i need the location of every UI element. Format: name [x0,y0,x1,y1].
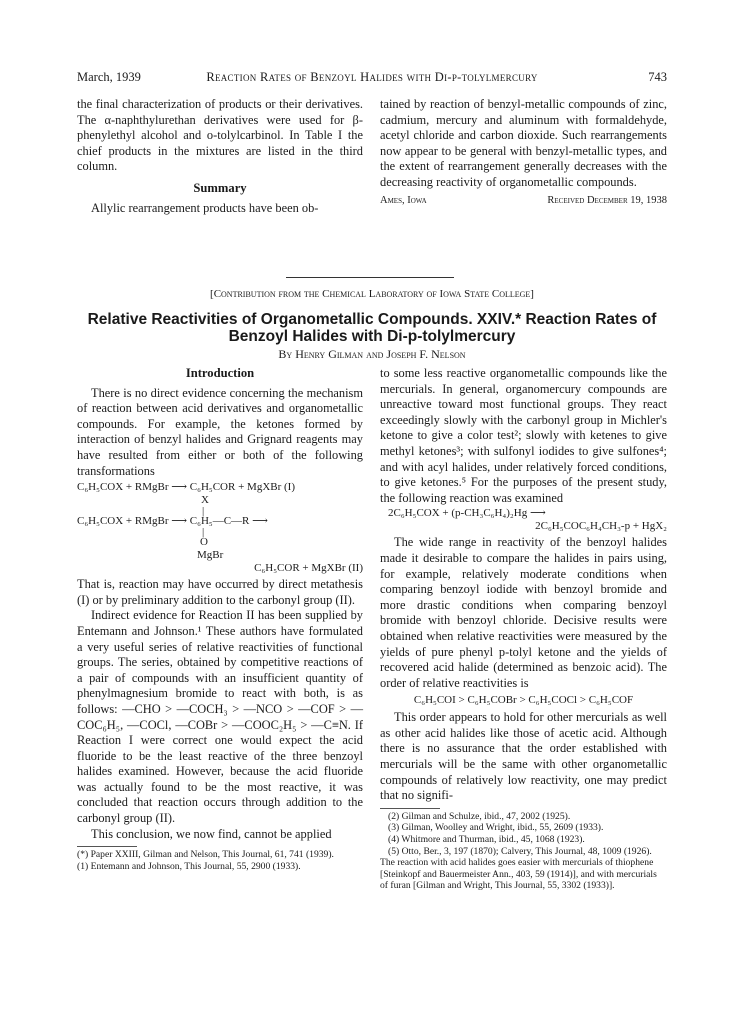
equation-2-bond-down: | [202,526,205,539]
article-right-column [380,366,667,892]
footnote-star: (*) Paper XXIII, Gilman and Nelson, This Journal, 61, 741 (1939). [77,849,334,861]
right-paragraph-3: This order appears to hold for other mercurials as well as other acid halides like those of acetic acid. Although there is no assurance that the order established with mercurials will be the same with other organometallic compounds of relatively low reactivity, one may predict that no signifi- [380,710,667,803]
footnote-4: (4) Whitmore and Thurman, ibid., 45, 1068 (1923). [388,834,585,846]
running-header [77,70,667,88]
right-paragraph-2: The wide range in reactivity of the benzoyl halides made it desirable to compare the halides in pairs using, for example, relatively moderate conditions when comparing benzoyl iodide with benzoyl bromide and more drastic conditions when comparing benzoyl bromide with benzoyl chloride. Decisive results were obtained when relative reactivities were measured by the yields of pure phenyl p-tolyl ketone and the yields of recovered acid halide (determined as benzoic acid). The order of relative reactivities is [380,535,667,690]
article-title [77,311,667,345]
article-authors: By Henry Gilman and Joseph F. Nelson [278,347,466,361]
equation-2-result: C₆H₅COR + MgXBr (II) [254,562,363,575]
article-left-column [77,366,363,872]
intro-paragraph-4: This conclusion, we now find, cannot be applied [91,826,332,841]
prev-article-right-column [380,97,667,208]
title-line-1: Relative Reactivities of Organometallic Compounds. XXIV.* Reaction Rates of [87,311,657,328]
equation-2-bond-up: | [202,505,205,518]
equation-2-mgbr: MgBr [197,549,224,562]
equation-4-order: C₆H₅COI > C₆H₅COBr > C₆H₅COCl > C₆H₅COF [413,694,634,707]
footnote-separator-left [77,846,137,847]
introduction-heading: Introduction [185,366,255,380]
intro-paragraph-1: There is no direct evidence concerning the mechanism of reaction between acid derivatives and organometallic compounds. For example, the ketones formed by interaction of benzyl halides and Grignard reagents may have resulted from either or both of the following transformations [77,385,363,478]
header-page-number: 743 [648,70,667,84]
signature-place: Ames, Iowa [380,194,427,206]
footnote-1: (1) Entemann and Johnson, This Journal, 55, 2900 (1933). [77,860,301,872]
footnote-separator-right [380,808,440,809]
prev-left-text: the final characterization of products or their derivatives. The α-naphthylurethan derivatives were used for β-phenylethyl alcohol and o-tolylcarbinol. In Table I the chief products in the mixtures are listed in the third column. [77,97,363,174]
prev-article-left-column [77,97,363,216]
equation-2-substituent-x: X [201,494,209,507]
intro-paragraph-2: That is, reaction may have occurred by direct metathesis (I) or by preliminary addition to the carbonyl group (II). [77,577,363,607]
equation-2: C₆H₅COX + RMgBr ⟶ C₆H₅—C—R ⟶ [77,515,268,528]
signature-line [380,193,667,209]
title-line-2: Benzoyl Halides with Di-p-tolylmercury [228,328,516,345]
equation-3: 2C₆H₅COX + (p-CH₃C₆H₄)₂Hg ⟶ [388,507,546,520]
equation-2-oxygen: O [200,536,208,549]
signature-received: Received December 19, 1938 [547,194,667,206]
intro-paragraph-3: Indirect evidence for Reaction II has been supplied by Entemann and Johnson.¹ These authors have formulated a very useful series of relative reactivities of functional groups. The series, obtained by competitive reactions of a pair of compounds with an insufficient quantity of phenylmagnesium bromide to react with both, is as follows: —CHO > —COCH₃ > —NCO > —COF > —COC₆H₅, —COCl, —COBr > —COOC₂H₅ > —C≡N. If Reaction I were correct one would expect the acid fluoride to be the least reactive of the three benzoyl halides examined. However, because the acid fluoride was actually found to be the most reactive, it was concluded that reaction occurs through addition to the carbonyl group (II). [77,608,363,826]
footnote-2: (2) Gilman and Schulze, ibid., 47, 2002 (1925). [388,810,571,822]
equation-3-result: 2C₆H₅COC₆H₄CH₃-p + HgX₂ [535,520,667,533]
header-date: March, 1939 [77,70,141,84]
right-paragraph-1: to some less reactive organometallic compounds like the mercurials. In general, organomercury compounds are unreactive toward most functional groups. They react exceedingly slowly with the carbonyl group in Michler's ketone to give a color test²; slowly with ketenes to give methyl ketones³; with sulfonyl iodides to give sulfones⁴; and with acyl halides, under relatively forced conditions, to give ketones.⁵ For the purposes of the present study, the following reaction was examined [380,366,667,505]
article-separator [286,277,454,278]
footnote-5: (5) Otto, Ber., 3, 197 (1870); Calvery, This Journal, 48, 1009 (1926). The reaction with acid halides goes easier with mercurials of thiophene [Steinkopf and Bauermeister Ann., 403, 59 (1914)], and with mercurials of furan [Gilman and Wright, This Journal, 55, 3302 (1933)]. [380,845,657,892]
equation-1: C₆H₅COX + RMgBr ⟶ C₆H₅COR + MgXBr (I) [77,481,296,494]
contribution-line: [Contribution from the Chemical Laboratory of Iowa State College] [210,288,534,300]
prev-right-text: tained by reaction of benzyl-metallic compounds of zinc, cadmium, mercury and aluminum with formaldehyde, acetyl chloride and carbon dioxide. Such rearrangements now appear to be general with benzyl-metallic types, and the extent of rearrangement generally decreases with the decreasing reactivity of organometallic compounds. [380,97,667,189]
footnote-3: (3) Gilman, Woolley and Wright, ibid., 55, 2609 (1933). [388,822,604,834]
summary-start: Allylic rearrangement products have been ob- [91,200,319,215]
summary-heading: Summary [193,180,247,195]
header-running-title: Reaction Rates of Benzoyl Halides with Di-p-tolylmercury [206,70,538,84]
